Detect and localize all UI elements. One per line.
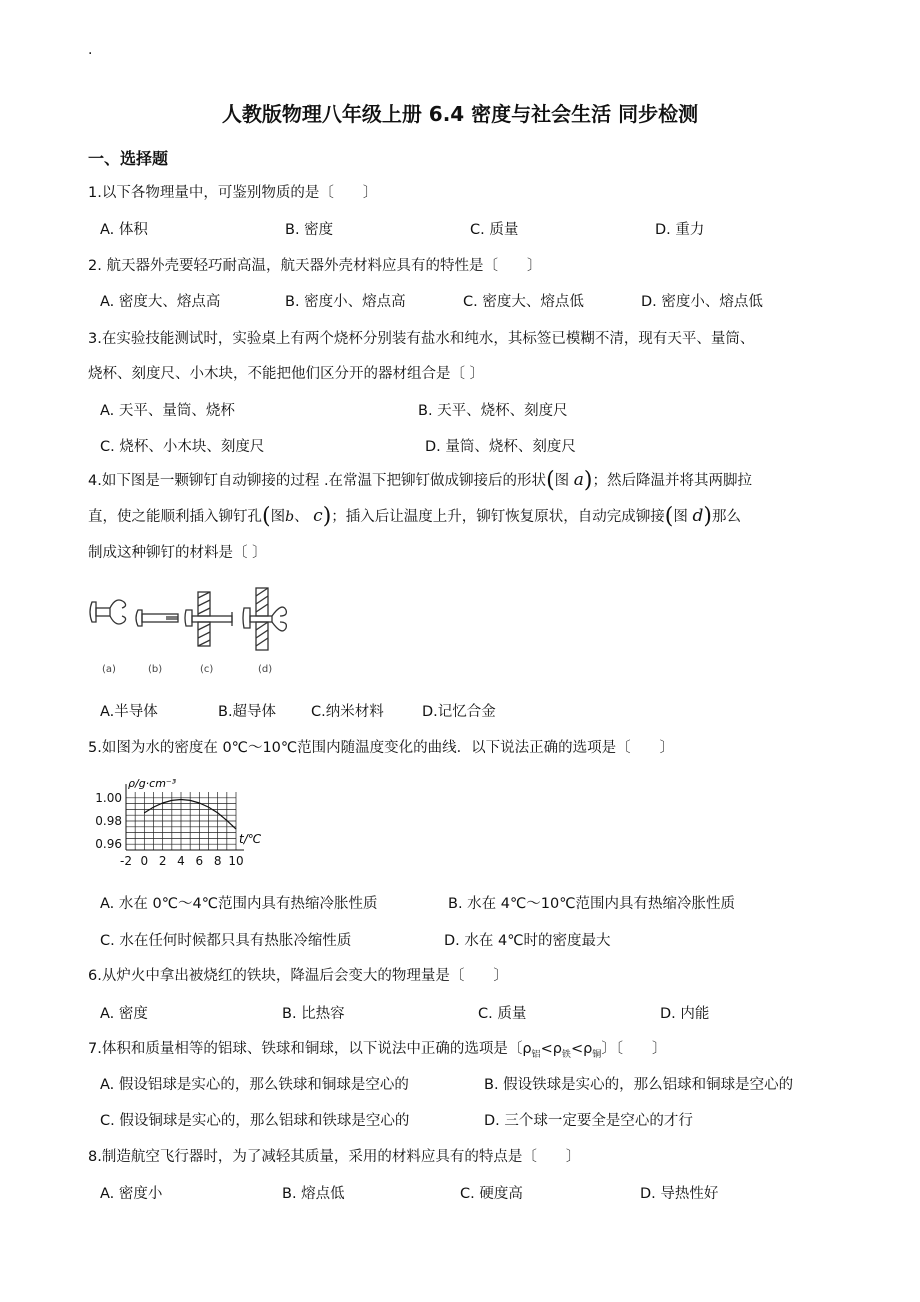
fig-label-a: (a) bbox=[102, 664, 116, 675]
x-tick-label: 4 bbox=[177, 854, 185, 868]
y-tick-label: 1.00 bbox=[95, 790, 122, 805]
q4-fig-word: 图 bbox=[270, 509, 286, 525]
q3-option-b[interactable]: B. 天平、烧杯、刻度尺 bbox=[418, 403, 568, 419]
q5-option-a[interactable]: A. 水在 0℃～4℃范围内具有热缩冷胀性质 bbox=[100, 896, 378, 912]
chart-tick-labels bbox=[95, 791, 243, 868]
q4-text: ；然后降温并将其两脚拉 bbox=[592, 473, 752, 489]
q4-option-a[interactable]: A.半导体 bbox=[100, 704, 158, 720]
rivet-b-drawing bbox=[136, 610, 178, 626]
q1-option-c[interactable]: C. 质量 bbox=[470, 222, 519, 238]
chart-axes bbox=[126, 784, 244, 850]
question-4-stem-line3: 制成这种铆钉的材料是〔 〕 bbox=[88, 545, 267, 561]
q7-option-c[interactable]: C. 假设铜球是实心的，那么铝球和铁球是空心的 bbox=[100, 1113, 410, 1129]
question-4-stem-line2 bbox=[88, 504, 741, 529]
q2-option-b[interactable]: B. 密度小、熔点高 bbox=[285, 294, 406, 310]
rivet-d-drawing bbox=[243, 588, 286, 650]
q6-option-c[interactable]: C. 质量 bbox=[478, 1006, 527, 1022]
q5-option-d[interactable]: D. 水在 4℃时的密度最大 bbox=[444, 933, 611, 949]
q5-option-b[interactable]: B. 水在 4℃～10℃范围内具有热缩冷胀性质 bbox=[448, 896, 736, 912]
fig-label-d: (d) bbox=[258, 664, 273, 675]
q6-option-d[interactable]: D. 内能 bbox=[660, 1006, 710, 1022]
question-8-stem: 8.制造航空飞行器时，为了减轻其质量，采用的材料应具有的特点是〔 〕 bbox=[88, 1149, 581, 1165]
q4-text: ；插入后让温度上升，铆钉恢复原状，自动完成铆接 bbox=[331, 509, 665, 525]
x-tick-label: 10 bbox=[228, 854, 244, 868]
section-heading: 一、选择题 bbox=[88, 149, 169, 168]
q4-option-c[interactable]: C.纳米材料 bbox=[311, 704, 384, 720]
fig-label-b: (b) bbox=[148, 664, 163, 675]
page-title: 人教版物理八年级上册 6.4 密度与社会生活 同步检测 bbox=[221, 102, 699, 126]
q7-option-a[interactable]: A. 假设铝球是实心的，那么铁球和铜球是空心的 bbox=[100, 1077, 409, 1093]
x-tick-label: 6 bbox=[195, 854, 204, 868]
q1-option-b[interactable]: B. 密度 bbox=[285, 222, 334, 238]
chart-y-axis-label: ρ/g·cm⁻³ bbox=[128, 777, 177, 790]
question-7-stem bbox=[88, 1037, 667, 1060]
q4-text: 直，使之能顺利插入铆钉孔 bbox=[88, 509, 262, 525]
q7-text: 7.体积和质量相等的铝球、铁球和铜球，以下说法中正确的选项是〔ρ bbox=[88, 1041, 532, 1057]
paren-close: ) bbox=[583, 468, 593, 493]
q7-lt: <ρ bbox=[540, 1041, 562, 1057]
q4-var-b: b bbox=[285, 509, 295, 525]
rivet-a-drawing bbox=[90, 600, 126, 624]
question-5-stem: 5.如图为水的密度在 0℃～10℃范围内随温度变化的曲线．以下说法正确的选项是〔 〕 bbox=[88, 740, 675, 756]
question-2-stem: 2. 航天器外壳要轻巧耐高温，航天器外壳材料应具有的特性是〔 〕 bbox=[88, 258, 542, 274]
paren-open: ( bbox=[664, 504, 674, 529]
q6-option-a[interactable]: A. 密度 bbox=[100, 1006, 148, 1022]
rivet-figure bbox=[86, 582, 296, 678]
q3-option-c[interactable]: C. 烧杯、小木块、刻度尺 bbox=[100, 439, 265, 455]
fig-label-c: (c) bbox=[200, 664, 214, 675]
q1-option-a[interactable]: A. 体积 bbox=[100, 222, 148, 238]
q4-var-d: d bbox=[692, 506, 704, 526]
q8-option-b[interactable]: B. 熔点低 bbox=[282, 1186, 345, 1202]
x-tick-label: -2 bbox=[120, 854, 132, 868]
y-tick-label: 0.98 bbox=[95, 814, 122, 828]
q4-text: 4.如下图是一颗铆钉自动铆接的过程 .在常温下把铆钉做成铆接后的形状 bbox=[88, 473, 547, 489]
x-tick-label: 2 bbox=[158, 854, 167, 868]
q1-option-d[interactable]: D. 重力 bbox=[655, 222, 705, 238]
q4-var-a: a bbox=[573, 470, 584, 490]
q4-fig-word: 图 bbox=[673, 509, 688, 525]
x-tick-label: 0 bbox=[140, 854, 149, 868]
question-3-stem-line2: 烧杯、刻度尺、小木块，不能把他们区分开的器材组合是〔 〕 bbox=[88, 366, 485, 382]
q2-option-c[interactable]: C. 密度大、熔点低 bbox=[463, 294, 584, 310]
q4-option-d[interactable]: D.记忆合金 bbox=[422, 704, 496, 720]
q7-text: 〕〔 〕 bbox=[601, 1041, 667, 1057]
q2-option-d[interactable]: D. 密度小、熔点低 bbox=[641, 294, 763, 310]
q7-lt: <ρ bbox=[570, 1041, 593, 1057]
y-tick-label: 0.96 bbox=[95, 837, 122, 852]
q7-sub-iron: 铁 bbox=[561, 1049, 571, 1060]
q7-option-b[interactable]: B. 假设铁球是实心的，那么铝球和铜球是空心的 bbox=[484, 1077, 794, 1093]
question-1-stem: 1.以下各物理量中，可鉴别物质的是〔 〕 bbox=[88, 185, 378, 201]
q4-var-c: c bbox=[313, 506, 323, 526]
q7-sub-copper: 铜 bbox=[592, 1049, 602, 1060]
q4-sep: 、 bbox=[294, 509, 309, 525]
q5-option-c[interactable]: C. 水在任何时候都只具有热胀冷缩性质 bbox=[100, 933, 352, 949]
paren-open: ( bbox=[546, 468, 555, 493]
q2-option-a[interactable]: A. 密度大、熔点高 bbox=[100, 294, 221, 310]
q3-option-d[interactable]: D. 量筒、烧杯、刻度尺 bbox=[425, 439, 576, 455]
question-3-stem-line1: 3.在实验技能测试时，实验桌上有两个烧杯分别装有盐水和纯水，其标签已模糊不清，现有天平、量筒、 bbox=[88, 331, 755, 347]
q4-fig-word: 图 bbox=[554, 473, 570, 489]
question-4-stem-line1 bbox=[88, 468, 752, 493]
paren-close: ) bbox=[322, 504, 332, 529]
q7-sub-aluminium: 铝 bbox=[531, 1049, 541, 1060]
rivet-c-drawing bbox=[185, 592, 232, 646]
density-chart bbox=[86, 770, 276, 875]
q6-option-b[interactable]: B. 比热容 bbox=[282, 1006, 345, 1022]
paren-open: ( bbox=[262, 504, 271, 529]
question-6-stem: 6.从炉火中拿出被烧红的铁块，降温后会变大的物理量是〔 〕 bbox=[88, 968, 508, 984]
chart-x-axis-label: t/℃ bbox=[239, 832, 262, 846]
paren-close: ) bbox=[703, 504, 712, 529]
q8-option-a[interactable]: A. 密度小 bbox=[100, 1186, 163, 1202]
x-tick-label: 8 bbox=[213, 854, 222, 868]
q7-option-d[interactable]: D. 三个球一定要全是空心的才行 bbox=[484, 1113, 693, 1129]
q3-option-a[interactable]: A. 天平、量筒、烧杯 bbox=[100, 403, 235, 419]
q8-option-d[interactable]: D. 导热性好 bbox=[640, 1186, 719, 1202]
page-dot: . bbox=[88, 42, 93, 58]
q4-text: 那么 bbox=[711, 509, 741, 525]
q4-option-b[interactable]: B.超导体 bbox=[218, 704, 277, 720]
chart-grid bbox=[126, 792, 236, 850]
q8-option-c[interactable]: C. 硬度高 bbox=[460, 1186, 523, 1202]
